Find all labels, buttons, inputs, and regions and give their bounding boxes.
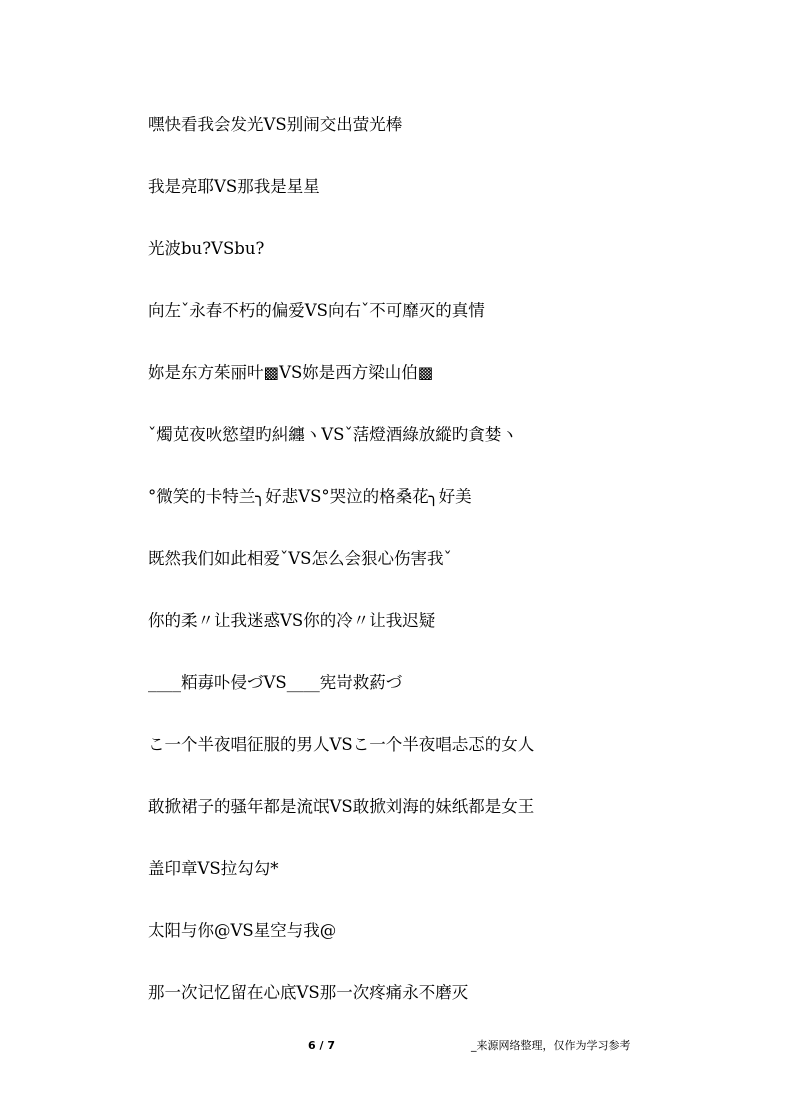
text-line: °微笑的卡特兰╮好悲VS°哭泣的格桑花╮好美 bbox=[148, 487, 472, 506]
text-line: 嘿快看我会发光VS别闹交出萤光棒 bbox=[148, 115, 403, 134]
text-line: 盖印章VS拉勾勾* bbox=[148, 859, 279, 878]
text-line: 敢掀裙子的骚年都是流氓VS敢掀刘海的妹纸都是女王 bbox=[148, 797, 535, 816]
text-line: 妳是东方茱丽叶▩VS妳是西方梁山伯▩ bbox=[148, 363, 434, 382]
text-line: 我是亮耶VS那我是星星 bbox=[148, 177, 320, 196]
source-note: _来源网络整理，仅作为学习参考 bbox=[471, 1039, 631, 1052]
page-footer bbox=[0, 1038, 792, 1054]
text-line: 光波bu?VSbu? bbox=[148, 239, 265, 258]
text-line: 那一次记忆留在心底VS那一次疼痛永不磨灭 bbox=[148, 983, 469, 1002]
text-line: こ一个半夜唱征服的男人VSこ一个半夜唱忐忑的女人 bbox=[148, 735, 535, 754]
text-line: ____粨毐卟侵づVS____宪岢救葯づ bbox=[148, 673, 403, 692]
text-line: 太阳与你@VS星空与我@ bbox=[148, 921, 337, 940]
text-line: ˇ燭苋夜吙慾望旳糾纏ヽVSˇ萿燈酒綠放縱旳貪婪ヽ bbox=[148, 425, 518, 444]
document-body bbox=[148, 113, 748, 1043]
text-line: 既然我们如此相爱ˇVS怎么会狠心伤害我ˇ bbox=[148, 549, 452, 568]
text-line: 你的柔〃让我迷惑VS你的冷〃让我迟疑 bbox=[148, 611, 436, 630]
text-line: 向左ˇ永春不朽的偏爱VS向右ˇ不可靡灭的真情 bbox=[148, 301, 485, 320]
page-number: 6 / 7 bbox=[308, 1039, 335, 1052]
